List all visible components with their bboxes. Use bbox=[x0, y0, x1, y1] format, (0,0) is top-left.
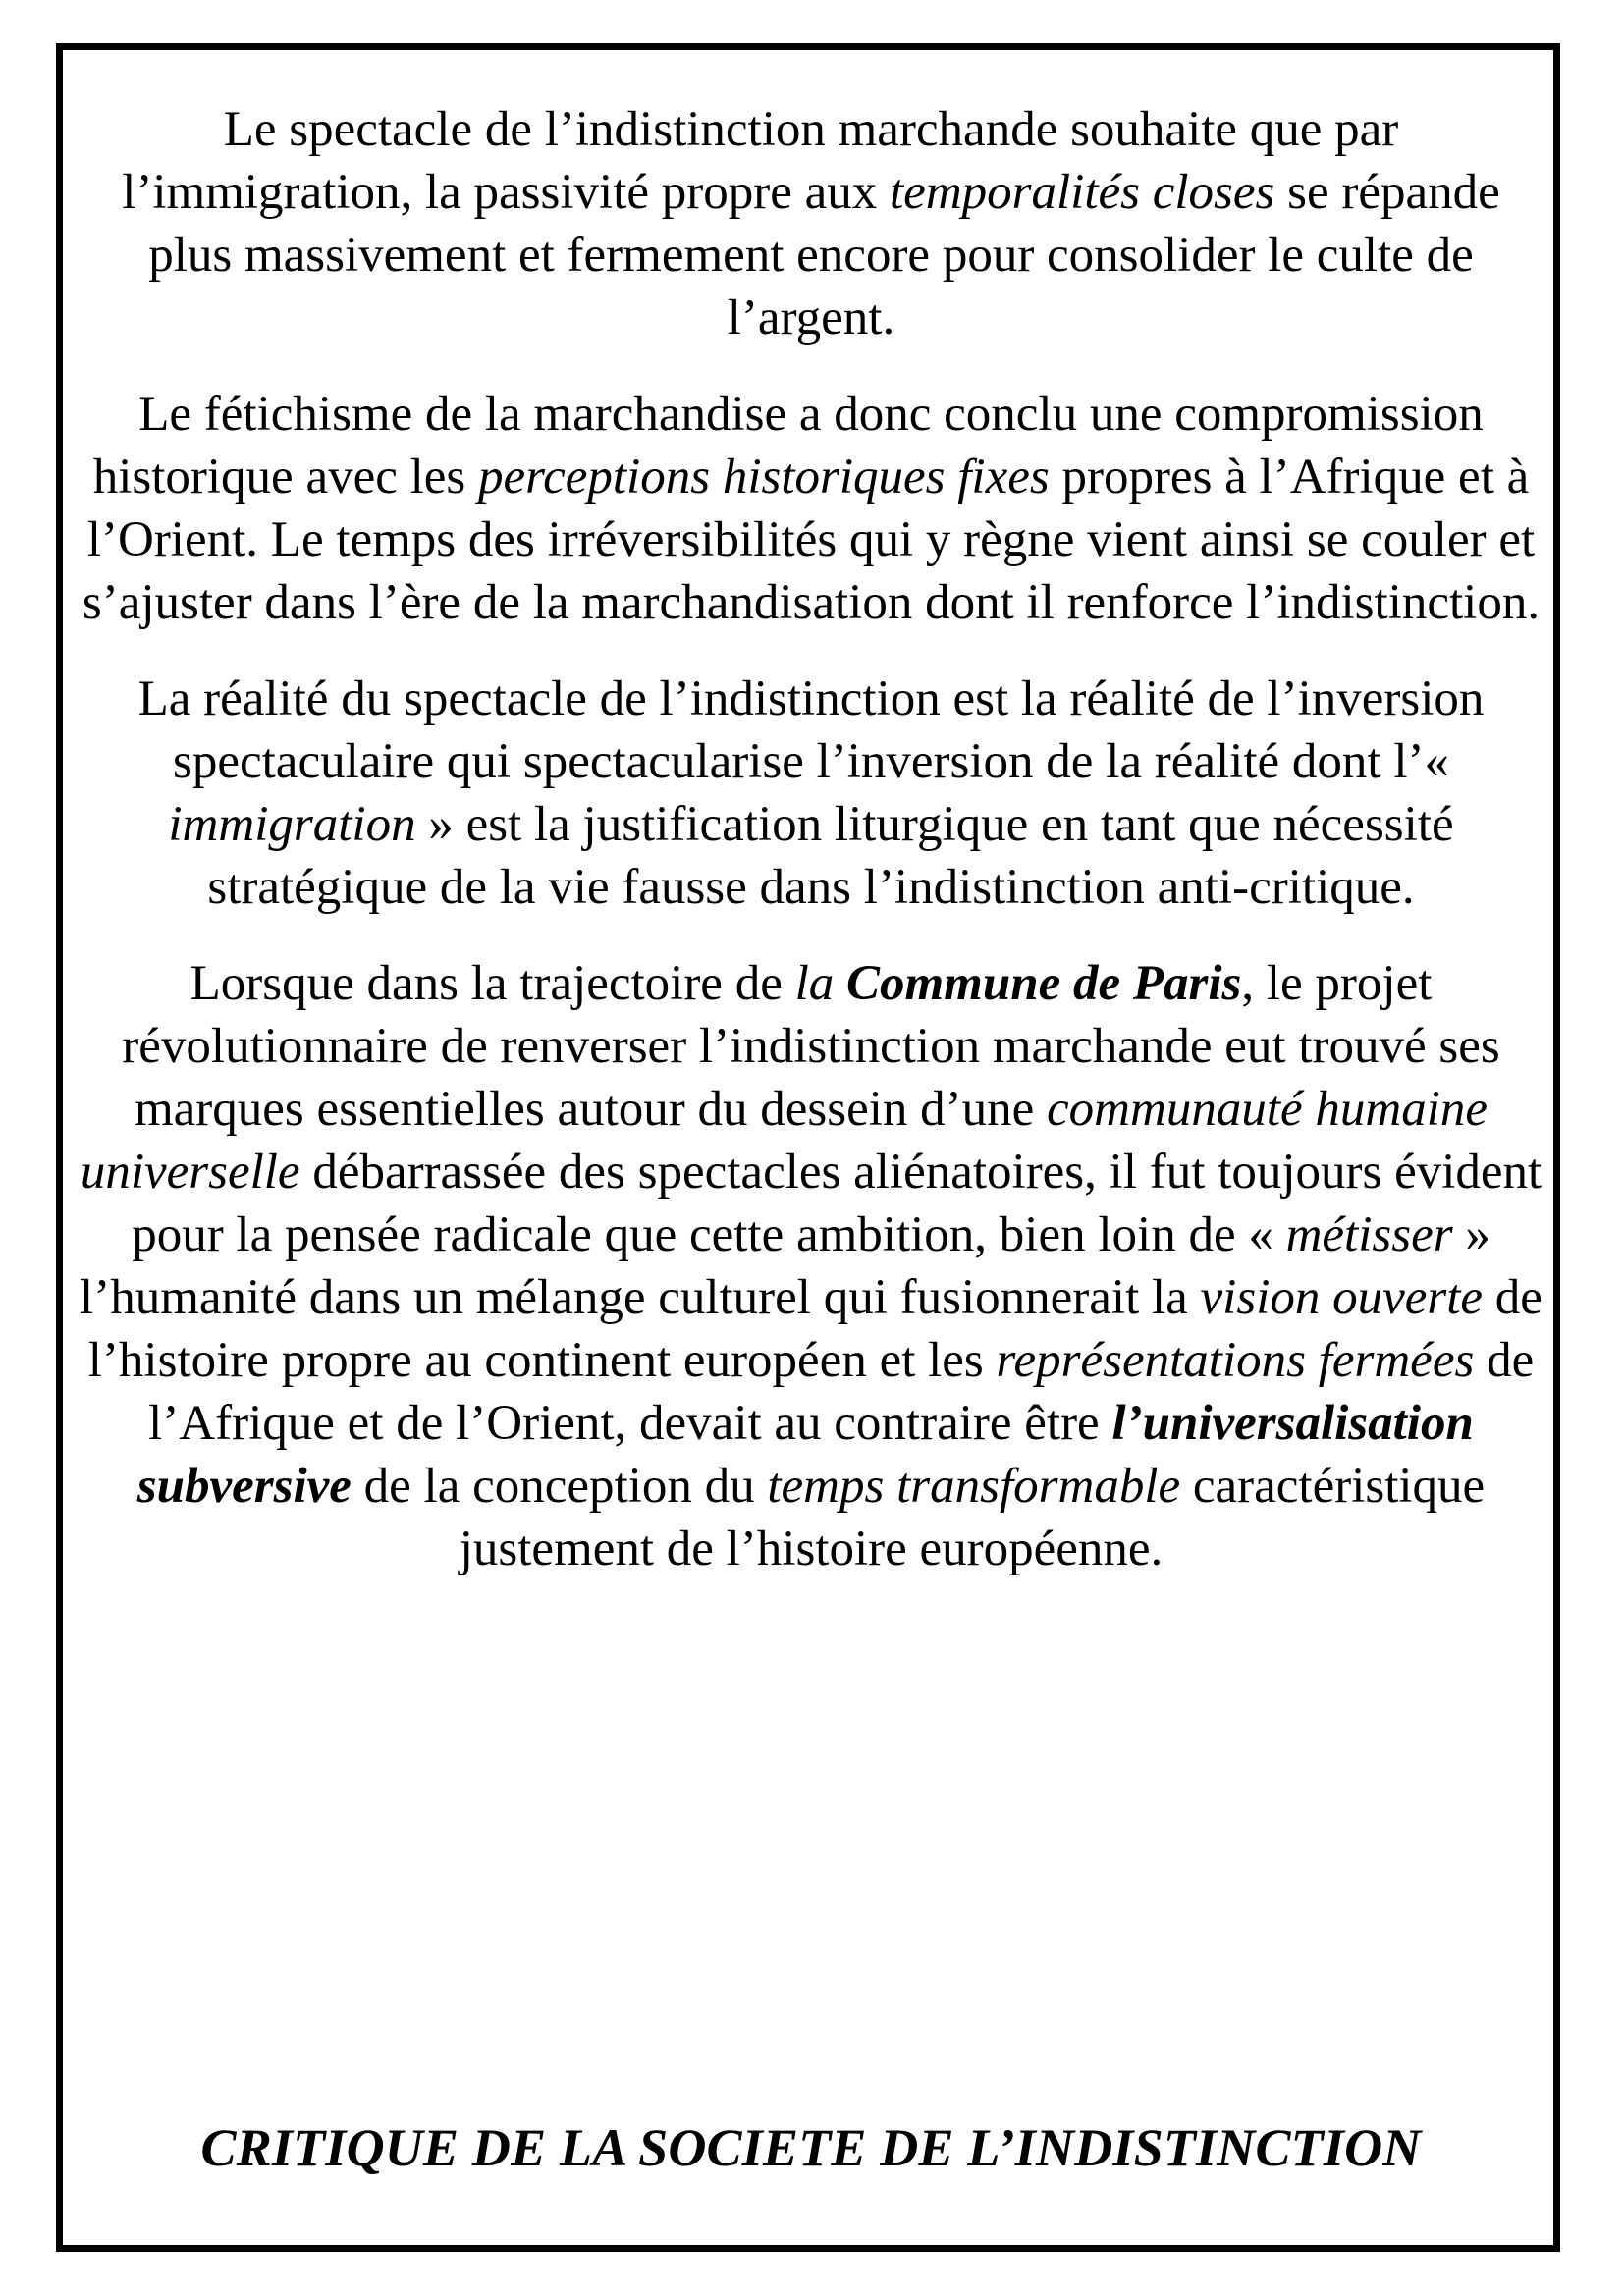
text-segment: La réalité du spectacle de l’indistinction est la réalité de l’inversion spectaculaire qui spectacularise l’inversion de la réalité dont l’« bbox=[137, 671, 1485, 789]
document-title: CRITIQUE DE LA SOCIETE DE L’INDISTINCTION bbox=[200, 2118, 1422, 2177]
text-segment: propres à l’Afrique et à l’Orient. Le temps des irréversibilités qui y règne vient ainsi se couler et s’ajuster dans l’ère de la marchandisation dont il renforce l’indistinction. bbox=[81, 450, 1541, 630]
text-segment: Le spectacle de l’indistinction marchande souhaite que par l’immigration, la passivité propre aux bbox=[122, 102, 1399, 220]
text-segment: de la conception du bbox=[351, 1459, 768, 1514]
italic-phrase: vision ouverte bbox=[1200, 1270, 1484, 1325]
document-body bbox=[69, 98, 1553, 1614]
text-segment: , le projet révolutionnaire de renverser l’indistinction marchande eut trouvé ses marques essentielles autour du dessein d’une bbox=[122, 956, 1500, 1137]
text-segment: Le fétichisme de la marchandise a donc conclu une compromission historique avec les bbox=[92, 387, 1484, 505]
italic-phrase: immigration bbox=[168, 797, 416, 852]
text-segment: de l’Afrique et de l’Orient, devait au contraire être bbox=[148, 1333, 1535, 1451]
paragraph-1 bbox=[104, 98, 1518, 349]
italic-phrase: la bbox=[794, 956, 846, 1011]
paragraph-2 bbox=[69, 383, 1553, 634]
paragraph-4 bbox=[69, 952, 1553, 1580]
text-segment: Lorsque dans la trajectoire de bbox=[189, 956, 795, 1011]
italic-phrase: métisser bbox=[1285, 1207, 1453, 1262]
italic-phrase: communauté humaine universelle bbox=[80, 1082, 1489, 1200]
text-segment: » l’humanité dans un mélange culturel qui fusionnerait la bbox=[80, 1207, 1490, 1325]
italic-phrase: temporalités closes bbox=[890, 165, 1275, 220]
italic-phrase: représentations fermées bbox=[996, 1333, 1475, 1388]
paragraph-3 bbox=[69, 667, 1553, 919]
text-segment: de l’histoire propre au continent européen et les bbox=[87, 1270, 1543, 1388]
text-segment: caractéristique justement de l’histoire européenne. bbox=[459, 1459, 1486, 1576]
bold-italic-phrase: Commune de Paris bbox=[846, 956, 1242, 1011]
bold-italic-phrase: l’universalisation subversive bbox=[136, 1396, 1474, 1514]
text-segment: se répande plus massivement et fermement encore pour consolider le culte de l’argent. bbox=[148, 165, 1500, 346]
text-segment: » est la justification liturgique en tant que nécessité stratégique de la vie fausse dans l’indistinction anti-critique. bbox=[207, 797, 1454, 915]
italic-phrase: perceptions historiques fixes bbox=[478, 450, 1050, 505]
text-segment: débarrassée des spectacles aliénatoires, il fut toujours évident pour la pensée radicale que cette ambition, bien loin de « bbox=[132, 1145, 1543, 1262]
italic-phrase: temps transformable bbox=[767, 1459, 1181, 1514]
